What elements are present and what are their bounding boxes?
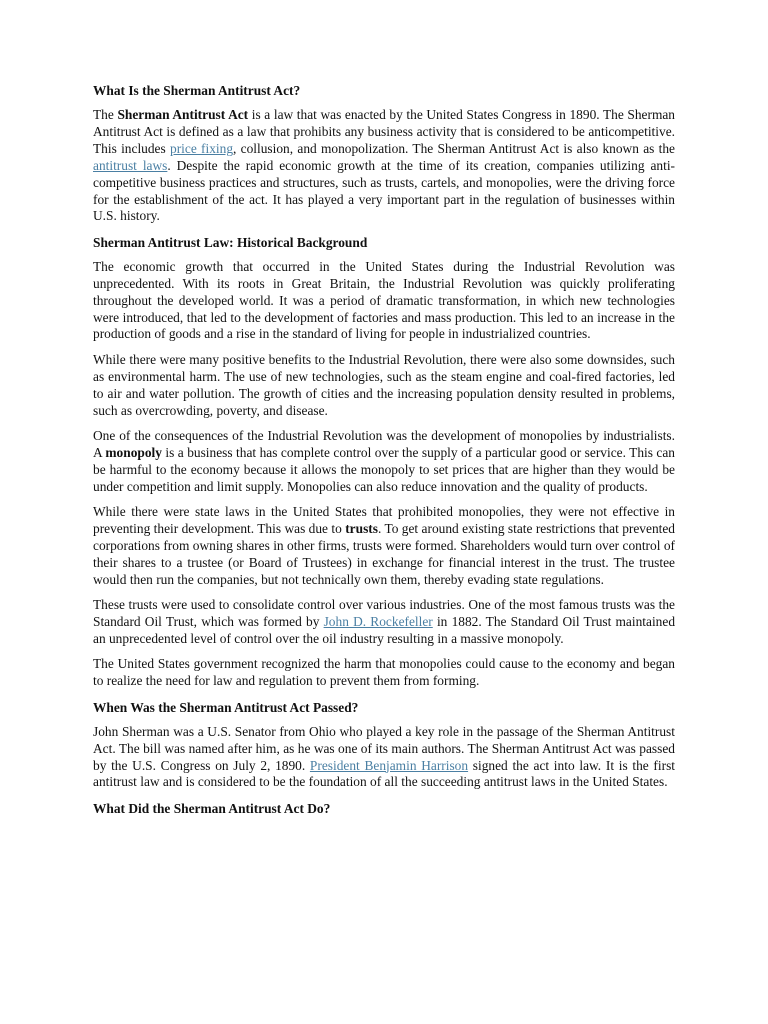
paragraph-trusts [93, 504, 675, 589]
text-run: These trusts were used to consolidate control over various industries. One of the most famous trusts was the Standard Oil Trust, which was formed by [93, 597, 675, 630]
paragraph-government-recognition: The United States government recognized the harm that monopolies could cause to the economy and began to realize the need for law and regulation to prevent them from forming. [93, 656, 675, 689]
bold-term-trusts: trusts [345, 521, 378, 537]
paragraph-economic-growth: The economic growth that occurred in the United States during the Industrial Revolution was unprecedented. With its roots in Great Britain, the Industrial Revolution was quickly proliferating throughout the developed world. It was a period of dramatic transformation, in which new technologies were introduced, that led to the development of factories and mass production. This led to an increase in the production of goods and a rise in the standard of living for people in industrialized countries. [93, 258, 675, 342]
heading-historical-background: Sherman Antitrust Law: Historical Background [93, 234, 368, 250]
heading-what-is-sherman-act: What Is the Sherman Antitrust Act? [93, 83, 301, 98]
paragraph-definition [93, 107, 675, 225]
link-antitrust-laws[interactable]: antitrust laws [93, 157, 168, 173]
heading-what-did-act-do: What Did the Sherman Antitrust Act Do? [93, 800, 331, 816]
heading-when-passed: When Was the Sherman Antitrust Act Passed? [93, 699, 359, 715]
text-run: . Despite the rapid economic growth at the time of its creation, companies utilizing anti-competitive business practices and structures, such as trusts, cartels, and monopolies, were the driving force for the establishment of the act. It has played a very important part in the regulation of businesses within U.S. history. [93, 157, 675, 224]
text-run: is a business that has complete control over the supply of a particular good or service. This can be harmful to the economy because it allows the monopoly to set prices that are higher than they would be under competition and limit supply. Monopolies can also reduce innovation and the quality of products. [93, 444, 675, 494]
bold-term-sherman-act: Sherman Antitrust Act [117, 107, 249, 122]
document-page [93, 82, 675, 825]
paragraph-john-sherman [93, 724, 675, 792]
link-price-fixing[interactable]: price fixing [170, 140, 234, 156]
link-john-d-rockefeller[interactable]: John D. Rockefeller [323, 614, 433, 630]
text-run: is a law that was enacted by the United States Congress in 1890. The Sherman Antitrust Act is defined as a law that prohibits any business activity that is considered to be anticompetitive. This includes [93, 107, 676, 156]
bold-term-monopoly: monopoly [105, 444, 162, 460]
text-run: The [93, 107, 118, 122]
text-run: . To get around existing state restrictions that prevented corporations from owning shares in other firms, trusts were formed. Shareholders would turn over control of their shares to a trustee (or Board of Trustees) in exchange for financial interest in the trust. The trustee would then run the companies, but not technically own them, thereby evading state regulations. [93, 521, 675, 587]
paragraph-monopolies [93, 428, 675, 496]
text-run: One of the consequences of the Industrial Revolution was the development of monopolies by industrialists. A [93, 428, 675, 460]
link-president-benjamin-harrison[interactable]: President Benjamin Harrison [309, 757, 469, 773]
text-run: While there were state laws in the United States that prohibited monopolies, they were not effective in preventing their development. This was due to [93, 504, 675, 537]
text-run: John Sherman was a U.S. Senator from Ohio who played a key role in the passage of the Sherman Antitrust Act. The bill was named after him, as he was one of its main authors. The Sherman Antitrust Act was passed by the U.S. Congress on July 2, 1890. [93, 723, 675, 773]
paragraph-downsides: While there were many positive benefits to the Industrial Revolution, there were also some downsides, such as environmental harm. The use of new technologies, such as the steam engine and coal-fired factories, led to air and water pollution. The growth of cities and the increasing population density resulted in problems, such as overcrowding, poverty, and disease. [93, 351, 675, 418]
paragraph-standard-oil [93, 597, 675, 648]
text-run: signed the act into law. It is the first antitrust law and is considered to be the foundation of all the succeeding antitrust laws in the United States. [93, 757, 675, 790]
text-run: , collusion, and monopolization. The Sherman Antitrust Act is also known as the [233, 140, 675, 156]
text-run: in 1882. The Standard Oil Trust maintained an unprecedented level of control over the oil industry resulting in a massive monopoly. [93, 614, 676, 646]
